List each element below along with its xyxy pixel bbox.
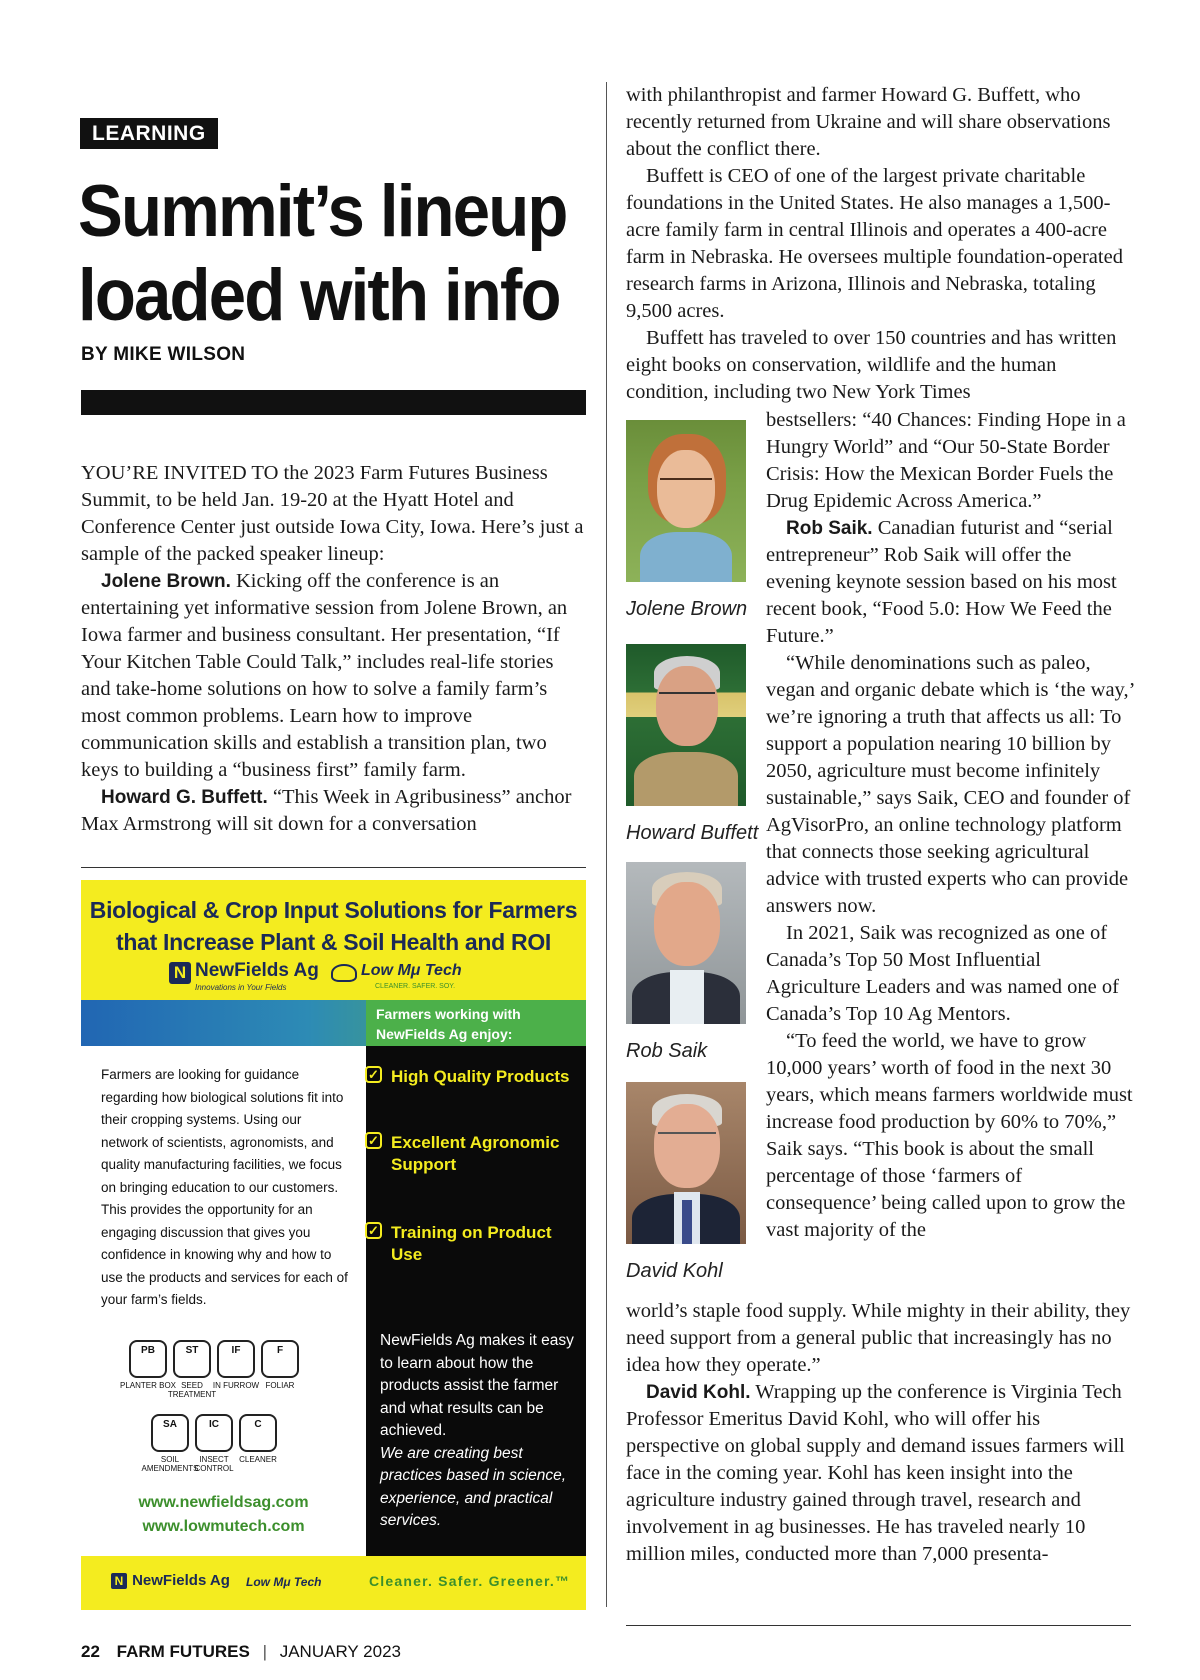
newfields-tagline: Innovations in Your Fields <box>195 983 287 992</box>
benefit-item <box>368 1222 576 1266</box>
icon-label: IN FURROW <box>212 1381 260 1390</box>
column-end-rule <box>626 1625 1131 1626</box>
ad-body-plain: NewFields Ag makes it easy to learn about how the products assist the farmer and what results can be achieved. <box>380 1332 574 1439</box>
portrait-image <box>626 862 746 1024</box>
paragraph: with philanthropist and farmer Howard G. Buffett, who recently returned from Ukraine and will share observations about the conflict there. <box>626 84 1111 160</box>
footer-newfields-text: NewFields Ag <box>132 1572 230 1589</box>
paragraph <box>81 568 586 784</box>
headline-line-1: Summit’s lineup <box>78 171 567 252</box>
ad-headline-line-1: Biological & Crop Input Solutions for Farmers <box>89 897 578 923</box>
photo-caption: Jolene Brown <box>626 598 748 620</box>
paragraph-text: “This Week in Agribusiness” anchor Max Armstrong will sit down for a conversation <box>81 786 572 835</box>
paragraph: “To feed the world, we have to grow 10,000 years’ worth of food in the next 30 years, which means farmers worldwide must increase food production by 60% to 70%,” Saik says. “This book is about the small percentage of those ‘farmers of consequence’ being called upon to grow the vast majority of the <box>766 1030 1133 1241</box>
page-footer <box>81 1642 401 1662</box>
footer-lowmu-logo <box>246 1571 321 1590</box>
paragraph: world’s staple food supply. While mighty in their ability, they need support from a general public that increasingly has no idea how they operate.” <box>626 1300 1131 1376</box>
insect-control-icon: IC <box>195 1414 233 1452</box>
speaker-name: Howard G. Buffett. <box>101 787 268 808</box>
lowmu-url-link[interactable]: www.lowmutech.com <box>142 1518 305 1535</box>
paragraph-text: Wrapping up the conference is Virginia Tech Professor Emeritus David Kohl, who will offer his perspective on global supply and demand issues farmers will face in the coming year. Kohl has keen insight into the agriculture industry gained through travel, research and involvement in ag businesses. He has traveled nearly 10 million miles, conducted more than 7,000 presenta- <box>626 1381 1125 1565</box>
paragraph: YOU’RE INVITED TO the 2023 Farm Futures Business Summit, to be held Jan. 19-20 at the Hyatt Hotel and Conference Center just outside Iowa City, Iowa. Here’s just a sample of the packed speaker lineup: <box>81 462 584 565</box>
benefit-label: High Quality Products <box>391 1067 570 1086</box>
portrait-image <box>626 644 746 806</box>
lowmu-logo <box>331 960 491 996</box>
cleaner-icon: C <box>239 1414 277 1452</box>
portrait-image <box>626 1082 746 1244</box>
paragraph: Buffett has traveled to over 150 countries and has written eight books on conservation, wildlife and the human condition, including two New York Times <box>626 327 1117 403</box>
checkmark-icon: ✓ <box>365 1222 382 1239</box>
right-column-top <box>626 82 1131 406</box>
right-column-bottom <box>626 1298 1131 1568</box>
photo-rob-saik <box>626 862 746 1063</box>
footer-separator: | <box>262 1642 267 1661</box>
ad-green-label: Farmers working with NewFields Ag enjoy: <box>376 1006 521 1042</box>
checkmark-icon: ✓ <box>365 1066 382 1083</box>
in-furrow-icon: IF <box>217 1340 255 1378</box>
ad-divider <box>81 867 586 868</box>
headline <box>78 170 567 338</box>
photo-david-kohl <box>626 1082 746 1283</box>
planter-box-icon: PB <box>129 1340 167 1378</box>
paragraph <box>81 784 586 838</box>
icon-label: PLANTER BOX <box>119 1381 176 1390</box>
newfields-url-link[interactable]: www.newfieldsag.com <box>138 1494 309 1511</box>
left-column-body <box>81 460 586 838</box>
photo-caption: David Kohl <box>626 1260 723 1282</box>
icon-label: FOLIAR <box>265 1381 295 1390</box>
newfields-advertisement <box>81 880 586 1610</box>
column-rule <box>606 82 607 1607</box>
lowmu-logo-text: Low Mμ Tech <box>361 962 462 979</box>
ad-headline <box>81 894 586 958</box>
magazine-name: FARM FUTURES <box>116 1642 250 1661</box>
photo-howard-buffett <box>626 644 758 845</box>
lowmu-tagline: CLEANER. SAFER. SOY. <box>375 983 456 990</box>
icon-label: INSECT CONTROL <box>194 1455 234 1473</box>
paragraph: “While denominations such as paleo, vegan and organic debate which is ‘the way,’ we’re ignoring a truth that affects us all: To support a population nearing 10 billion by 2050, agriculture must become infinitely sustainable,” says Saik, CEO and founder of AgVisorPro, an online technology platform that connects those seeking agricultural advice with trusted experts who can provide answers now. <box>766 652 1134 917</box>
paragraph <box>626 1379 1131 1568</box>
paragraph-text: Kicking off the conference is an entertaining yet informative session from Jolene Brown, an Iowa farmer and business consultant. Her presentation, “If Your Kitchen Table Could Talk,” includes real-life stories and take-home solutions on how to solve a family farm’s most common problems. Learn how to improve communication skills and establish a transition plan, two keys to building a “business first” family farm. <box>81 570 568 781</box>
photo-caption: Howard Buffett <box>626 822 759 844</box>
icon-label: SEED TREATMENT <box>167 1381 217 1399</box>
benefit-item <box>368 1066 576 1088</box>
paragraph <box>766 515 1136 650</box>
issue-date: JANUARY 2023 <box>279 1642 401 1661</box>
paragraph: In 2021, Saik was recognized as one of Canada’s Top 50 Most Influential Agriculture Leaders and was named one of Canada’s Top 10 Ag Mentors. <box>766 922 1119 1025</box>
ad-body-text <box>380 1330 580 1533</box>
newfields-logo: N NewFields Ag Innovations in Your Fields <box>169 960 301 996</box>
photo-caption: Rob Saik <box>626 1040 708 1062</box>
benefit-label: Training on Product Use <box>391 1223 552 1264</box>
speaker-name: David Kohl. <box>646 1382 751 1403</box>
speaker-name: Rob Saik. <box>786 518 873 539</box>
photo-jolene-brown <box>626 420 747 621</box>
ad-intro-text: Farmers are looking for guidance regarding how biological solutions fit into their cropping systems. Using our network of scientists, agronomists, and quality manufacturing facilities, we focus on bringing education to our customers. This provides the opportunity for an engaging discussion that gives you confidence in knowing why and how to use the products and services for each of your farm’s fields. <box>101 1067 348 1307</box>
ad-headline-line-2: that Increase Plant & Soil Health and ROI <box>115 929 552 955</box>
icon-label: CLEANER <box>239 1455 277 1464</box>
footer-newfields-logo: N NewFields Ag <box>111 1570 230 1589</box>
benefit-label: Excellent Agronomic Support <box>391 1133 560 1174</box>
section-tag: LEARNING <box>80 118 218 149</box>
newfields-logo-text: NewFields Ag <box>195 960 319 981</box>
byline: BY MIKE WILSON <box>81 344 246 365</box>
right-column-wrap <box>766 407 1136 1244</box>
title-rule <box>81 390 586 415</box>
checkmark-icon: ✓ <box>365 1132 382 1149</box>
soil-amendments-icon: SA <box>151 1414 189 1452</box>
seed-treatment-icon: ST <box>173 1340 211 1378</box>
paragraph-text: Canadian futurist and “serial entrepreneur” Rob Saik will offer the evening keynote session based on his most recent book, “Food 5.0: How We Feed the Future.” <box>766 517 1117 647</box>
foliar-icon: F <box>261 1340 299 1378</box>
speaker-name: Jolene Brown. <box>101 571 231 592</box>
headline-line-2: loaded with info <box>78 255 560 336</box>
footer-lowmu-text: Low Mμ Tech <box>246 1575 322 1589</box>
page-number: 22 <box>81 1642 100 1661</box>
paragraph: bestsellers: “40 Chances: Finding Hope in a Hungry World” and “Our 50-State Border Crisis: How the Mexican Border Fuels the Drug Epidemic Across America.” <box>766 409 1126 512</box>
benefit-item <box>368 1132 576 1176</box>
paragraph: Buffett is CEO of one of the largest private charitable foundations in the United States. He also manages a 1,500-acre family farm in central Illinois and operates a 400-acre farm in Nebraska. He oversees multiple foundation-operated research farms in Arizona, Illinois and Nebraska, totaling 9,500 acres. <box>626 165 1123 322</box>
ad-slogan: Cleaner. Safer. Greener.™ <box>369 1573 571 1589</box>
icon-label: SOIL AMENDMENTS <box>141 1455 199 1473</box>
portrait-image <box>626 420 746 582</box>
ad-body-italic: We are creating best practices based in science, experience, and practical services. <box>380 1444 567 1529</box>
